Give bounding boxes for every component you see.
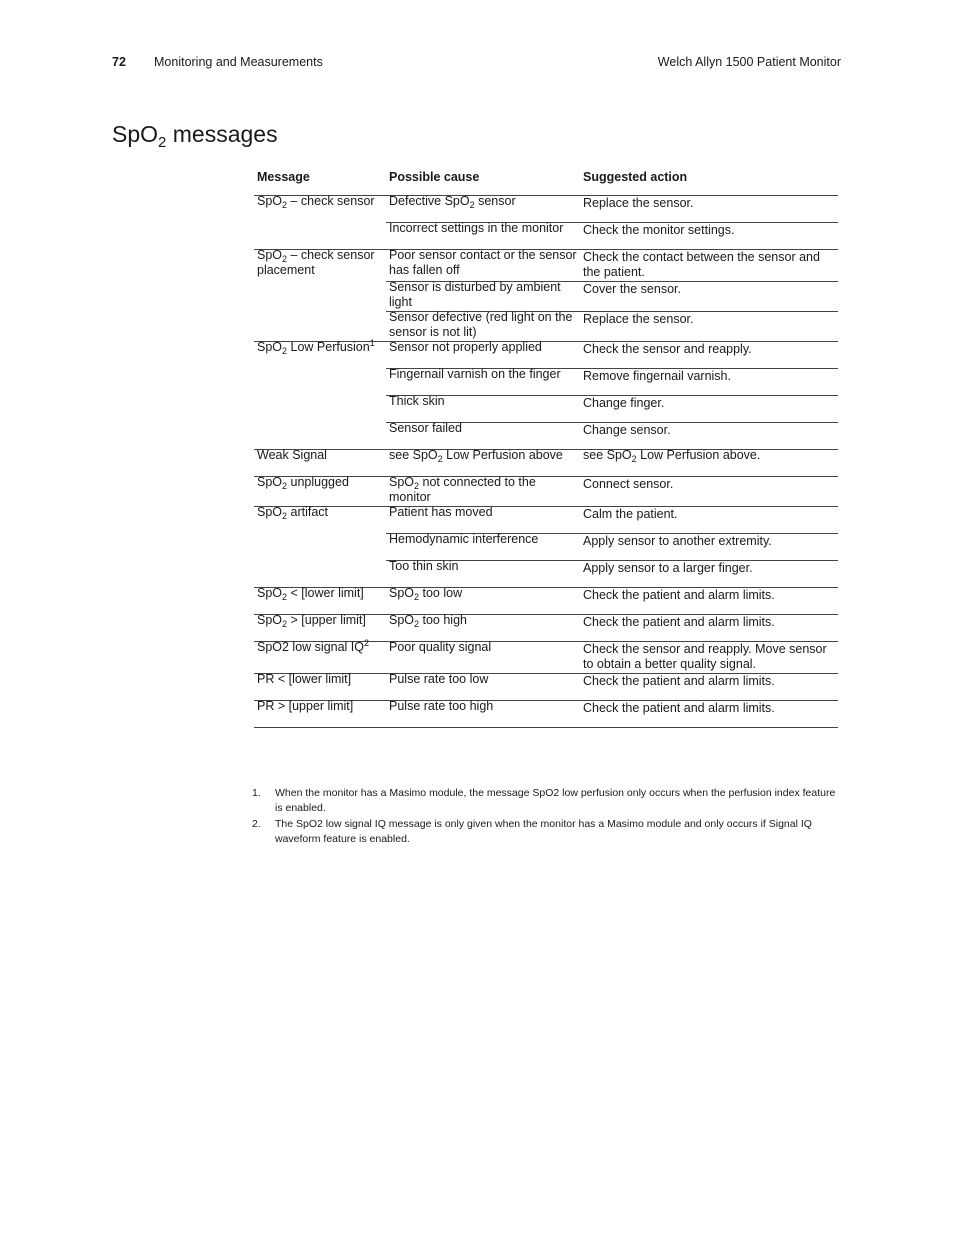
possible-cause-cell [386, 560, 580, 587]
cell-text: see SpO [389, 447, 438, 462]
suggested-action-cell [580, 700, 838, 727]
suggested-action-cell [580, 281, 838, 311]
cell-text: SpO [257, 612, 283, 627]
cell-text-continued: not connected to the monitor [389, 474, 536, 504]
message-cell [254, 506, 386, 587]
cell-text-continued: artifact [287, 504, 329, 519]
suggested-action-cell [580, 449, 838, 476]
cell-text: Too thin skin [389, 558, 459, 573]
cell-text: Fingernail varnish on the finger [389, 366, 561, 381]
cell-text: SpO [257, 339, 283, 354]
suggested-action-cell [580, 476, 838, 506]
subscript: 2 [282, 591, 288, 602]
table-header-row [254, 168, 838, 195]
table-row [254, 449, 838, 476]
message-cell [254, 449, 386, 476]
action-text: Remove fingernail varnish. [583, 368, 731, 383]
page-number: 72 [112, 55, 126, 69]
cell-text: SpO [257, 504, 283, 519]
possible-cause-cell [386, 281, 580, 311]
table-row [254, 587, 838, 614]
action-text: Replace the sensor. [583, 311, 694, 326]
cell-text: Thick skin [389, 393, 445, 408]
table-row [254, 673, 838, 700]
cell-text: Sensor defective (red light on the sensor is not lit) [389, 309, 573, 339]
action-text: Check the patient and alarm limits. [583, 700, 775, 715]
spo2-messages-table [254, 168, 838, 728]
cell-text: SpO [257, 585, 283, 600]
action-text: Check the sensor and reapply. [583, 341, 752, 356]
table-row [254, 506, 838, 533]
subscript: 2 [282, 345, 288, 356]
suggested-action-cell [580, 395, 838, 422]
action-text: Connect sensor. [583, 476, 674, 491]
suggested-action-cell [580, 560, 838, 587]
column-header-possible-cause: Possible cause [386, 168, 580, 195]
message-cell [254, 249, 386, 341]
cell-text-continued: > [upper limit] [287, 612, 366, 627]
table-row [254, 341, 838, 368]
cell-text-continued: – check sensor placement [257, 247, 375, 277]
action-text: Change sensor. [583, 422, 671, 437]
subscript: 2 [282, 199, 288, 210]
table-row [254, 700, 838, 727]
possible-cause-cell [386, 449, 580, 476]
action-text: Check the contact between the sensor and the patient. [583, 249, 820, 279]
cell-text: SpO [257, 247, 283, 262]
footnote [252, 786, 840, 815]
footnote-reference: 2 [364, 637, 370, 648]
subscript: 2 [282, 618, 288, 629]
table-row [254, 476, 838, 506]
footnote-text: When the monitor has a Masimo module, the message SpO2 low perfusion only occurs when the perfusion index feature is enabled. [275, 787, 836, 814]
subscript: 2 [414, 480, 420, 491]
cell-text-continued: – check sensor [287, 193, 375, 208]
message-cell [254, 637, 386, 673]
cell-text: Poor quality signal [389, 639, 492, 654]
cell-text: Defective SpO [389, 193, 470, 208]
table-row [254, 249, 838, 281]
cell-text: Weak Signal [257, 447, 327, 462]
cell-text: PR < [lower limit] [257, 671, 352, 686]
cell-text-continued: too high [419, 612, 467, 627]
possible-cause-cell [386, 476, 580, 506]
cell-text: Patient has moved [389, 504, 493, 519]
action-text: Apply sensor to a larger finger. [583, 560, 753, 575]
subscript: 2 [414, 591, 420, 602]
suggested-action-cell [580, 249, 838, 281]
cell-text: SpO [257, 193, 283, 208]
action-text: Cover the sensor. [583, 281, 681, 296]
possible-cause-cell [386, 249, 580, 281]
footnote [252, 817, 840, 846]
table-body [254, 195, 838, 727]
cell-text-continued: Low Perfusion [287, 339, 370, 354]
possible-cause-cell [386, 311, 580, 341]
page-heading [112, 119, 278, 149]
message-cell [254, 476, 386, 506]
cell-text-continued: sensor [474, 193, 516, 208]
cell-text: Pulse rate too high [389, 698, 494, 713]
table-row [254, 641, 838, 673]
cell-text: SpO [389, 585, 415, 600]
cell-text: SpO2 low signal IQ [257, 639, 364, 654]
action-text: Check the patient and alarm limits. [583, 614, 775, 629]
subscript: 2 [282, 253, 288, 264]
cell-text: SpO [257, 474, 283, 489]
subscript: 2 [631, 453, 637, 464]
suggested-action-cell [580, 341, 838, 368]
message-cell [254, 195, 386, 249]
possible-cause-cell [386, 395, 580, 422]
subscript: 2 [469, 199, 475, 210]
possible-cause-cell [386, 341, 580, 368]
possible-cause-cell [386, 533, 580, 560]
message-cell [254, 700, 386, 727]
possible-cause-cell [386, 673, 580, 700]
suggested-action-cell [580, 311, 838, 341]
action-text: Check the sensor and reapply. Move sensor to obtain a better quality signal. [583, 641, 827, 671]
document-title: Welch Allyn 1500 Patient Monitor [657, 55, 841, 69]
cell-text: Incorrect settings in the monitor [389, 220, 564, 235]
suggested-action-cell [580, 641, 838, 673]
table-row [254, 195, 838, 222]
cell-text: Sensor is disturbed by ambient light [389, 279, 561, 309]
suggested-action-cell [580, 533, 838, 560]
cell-text: Poor sensor contact or the sensor has fallen off [389, 247, 577, 277]
footnotes [252, 786, 840, 848]
section-name: Monitoring and Measurements [154, 55, 323, 69]
cell-text: Hemodynamic interference [389, 531, 539, 546]
action-text: Check the patient and alarm limits. [583, 587, 775, 602]
possible-cause-cell [386, 641, 580, 673]
possible-cause-cell [386, 614, 580, 641]
footnote-number: 2. [252, 818, 261, 830]
suggested-action-cell [580, 673, 838, 700]
cell-text: see SpO [583, 447, 632, 462]
cell-text: Sensor failed [389, 420, 462, 435]
possible-cause-cell [386, 506, 580, 533]
message-cell [254, 337, 386, 449]
cell-text: SpO [389, 474, 415, 489]
column-header-suggested-action: Suggested action [580, 168, 838, 195]
action-text: Calm the patient. [583, 506, 678, 521]
action-text: Check the monitor settings. [583, 222, 735, 237]
heading-prefix: SpO [112, 121, 159, 147]
subscript: 2 [282, 510, 288, 521]
message-cell [254, 587, 386, 614]
subscript: 2 [414, 618, 420, 629]
cell-text-continued: < [lower limit] [287, 585, 364, 600]
action-text: Replace the sensor. [583, 195, 694, 210]
footnote-reference: 1 [369, 337, 375, 348]
cell-text-continued: Low Perfusion above. [636, 447, 761, 462]
cell-text: PR > [upper limit] [257, 698, 354, 713]
possible-cause-cell [386, 422, 580, 449]
cell-text: Sensor not properly applied [389, 339, 542, 354]
cell-text-continued: Low Perfusion above [442, 447, 563, 462]
running-header [112, 53, 841, 71]
suggested-action-cell [580, 506, 838, 533]
footnote-number: 1. [252, 787, 261, 799]
cell-text: Pulse rate too low [389, 671, 489, 686]
column-header-message: Message [254, 168, 386, 195]
table-row [254, 614, 838, 641]
suggested-action-cell [580, 222, 838, 249]
cell-text-continued: too low [419, 585, 463, 600]
action-text: Check the patient and alarm limits. [583, 673, 775, 688]
possible-cause-cell [386, 195, 580, 222]
subscript: 2 [282, 480, 288, 491]
possible-cause-cell [386, 587, 580, 614]
message-cell [254, 673, 386, 700]
possible-cause-cell [386, 700, 580, 727]
action-text: Change finger. [583, 395, 665, 410]
heading-suffix: messages [166, 121, 278, 147]
possible-cause-cell [386, 222, 580, 249]
cell-text: SpO [389, 612, 415, 627]
suggested-action-cell [580, 587, 838, 614]
suggested-action-cell [580, 195, 838, 222]
possible-cause-cell [386, 368, 580, 395]
cell-text-continued: unplugged [287, 474, 349, 489]
heading-subscript: 2 [158, 134, 167, 151]
action-text: Apply sensor to another extremity. [583, 533, 772, 548]
subscript: 2 [437, 453, 443, 464]
suggested-action-cell [580, 368, 838, 395]
footnote-text: The SpO2 low signal IQ message is only given when the monitor has a Masimo module and only occurs if Signal IQ waveform feature is enabled. [275, 818, 812, 845]
suggested-action-cell [580, 614, 838, 641]
suggested-action-cell [580, 422, 838, 449]
